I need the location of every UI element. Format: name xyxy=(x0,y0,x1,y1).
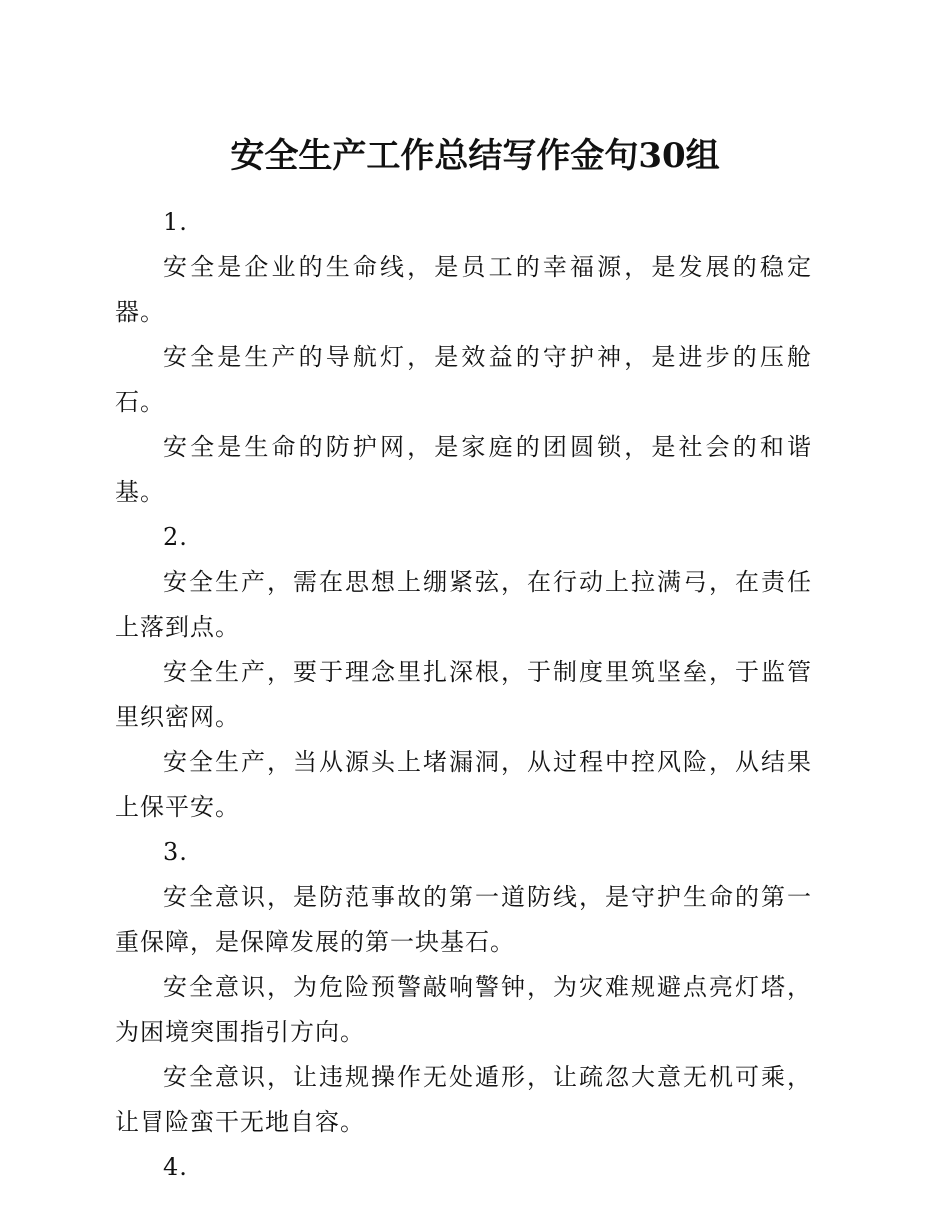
paragraph: 安全是企业的生命线，是员工的幸福源，是发展的稳定器。 xyxy=(115,253,812,326)
paragraph: 安全意识，为危险预警敲响警钟，为灾难规避点亮灯塔，为困境突围指引方向。 xyxy=(115,973,812,1046)
section-number: 2. xyxy=(163,523,188,551)
document-body xyxy=(115,200,812,1190)
paragraph: 安全是生命的防护网，是家庭的团圆锁，是社会的和谐基。 xyxy=(115,433,812,506)
section-number: 1. xyxy=(163,208,188,236)
paragraph: 安全生产，要于理念里扎深根，于制度里筑坚垒，于监管里织密网。 xyxy=(115,658,812,731)
document-title: 安全生产工作总结写作金句30组 xyxy=(230,136,720,176)
paragraph: 安全意识，是防范事故的第一道防线，是守护生命的第一重保障，是保障发展的第一块基石。 xyxy=(115,883,812,956)
section-number: 3. xyxy=(163,838,188,866)
section-number: 4. xyxy=(163,1153,188,1181)
paragraph: 安全生产，当从源头上堵漏洞，从过程中控风险，从结果上保平安。 xyxy=(115,748,812,821)
paragraph: 安全是生产的导航灯，是效益的守护神，是进步的压舱石。 xyxy=(115,343,812,416)
paragraph: 安全生产，需在思想上绷紧弦，在行动上拉满弓，在责任上落到点。 xyxy=(115,568,812,641)
paragraph: 安全意识，让违规操作无处遁形，让疏忽大意无机可乘，让冒险蛮干无地自容。 xyxy=(115,1063,812,1136)
